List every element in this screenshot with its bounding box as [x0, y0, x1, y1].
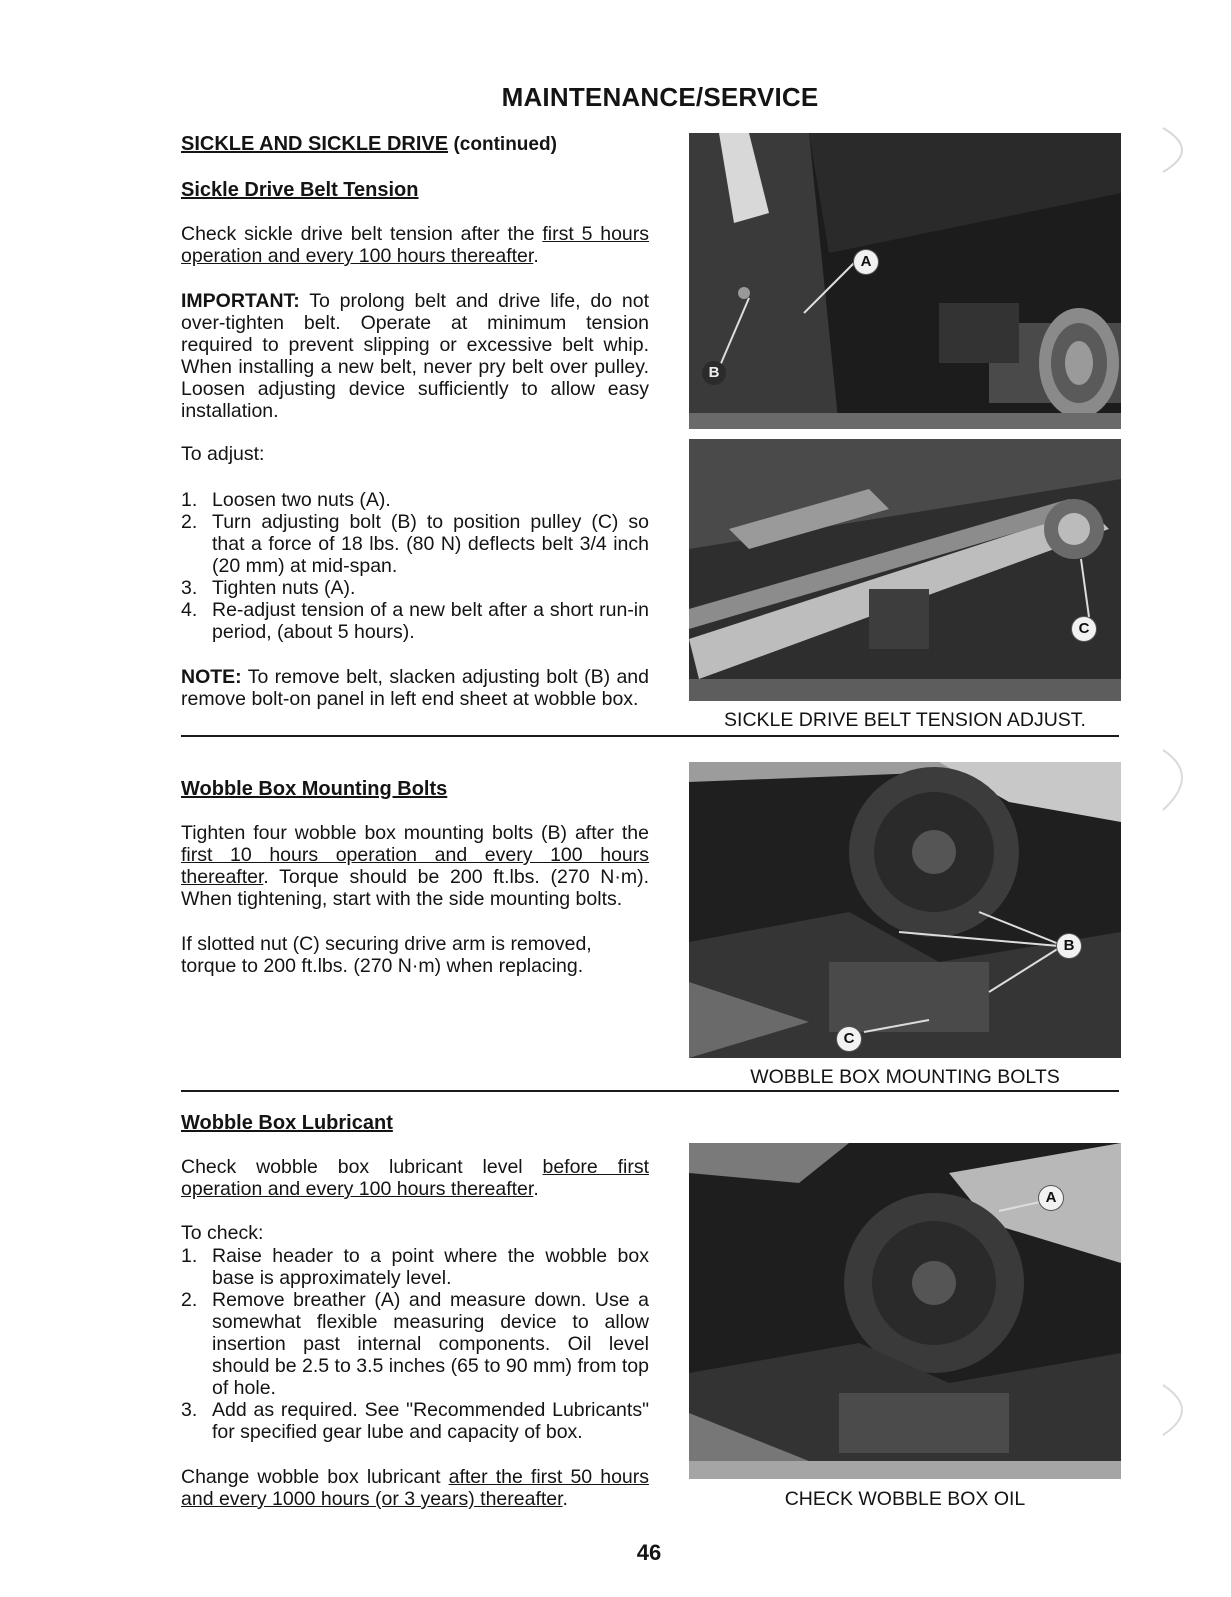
adjust-steps-list: [181, 489, 649, 643]
to-check-label: To check:: [181, 1222, 264, 1244]
check-oil-photo: [689, 1143, 1121, 1479]
step-number: 1.: [181, 1245, 198, 1267]
mounting-paragraph-2: If slotted nut (C) securing drive arm is removed, torque to 200 ft.lbs. (270 N·m) when replacing.: [181, 933, 592, 977]
change-lubricant-paragraph: [181, 1466, 649, 1510]
page-title: MAINTENANCE/SERVICE: [501, 82, 819, 112]
mounting-paragraph-1: [181, 822, 649, 910]
step-number: 2.: [181, 1289, 198, 1311]
section-divider: [181, 735, 1119, 737]
step-number: 2.: [181, 511, 198, 533]
mounting-text: Tighten four wobble box mounting bolts (B) after the: [181, 822, 649, 844]
mounting-photo-caption: WOBBLE BOX MOUNTING BOLTS: [750, 1066, 1060, 1088]
list-item: [181, 1399, 649, 1443]
belt-check-paragraph: [181, 223, 649, 267]
sickle-section-heading: [181, 133, 649, 156]
list-item: [181, 489, 649, 511]
lubricant-text: Check wobble box lubricant level: [181, 1156, 543, 1178]
sickle-drive-photo-top: [689, 133, 1121, 429]
callout-b: B: [702, 361, 726, 385]
list-item: [181, 577, 649, 599]
note-text: To remove belt, slacken adjusting bolt (B) and remove bolt-on panel in left end sheet at wobble box.: [181, 666, 649, 710]
important-paragraph: [181, 290, 649, 422]
note-paragraph: [181, 666, 649, 710]
check-suffix: .: [533, 245, 539, 267]
sickle-photo-caption: SICKLE DRIVE BELT TENSION ADJUST.: [724, 709, 1086, 731]
to-adjust-label: To adjust:: [181, 443, 265, 465]
check-text: Check sickle drive belt tension after the: [181, 223, 543, 245]
lubricant-paragraph-1: [181, 1156, 649, 1200]
list-item: [181, 1245, 649, 1289]
section-title: SICKLE AND SICKLE DRIVE: [181, 133, 449, 155]
change-suffix: .: [562, 1488, 568, 1510]
note-label: NOTE:: [181, 666, 242, 688]
continued-label: (continued): [453, 134, 557, 155]
step-number: 4.: [181, 599, 198, 621]
callout-a: A: [854, 250, 878, 274]
check-interval: first 5 hours operation and every 100 hours thereafter: [181, 223, 649, 267]
mounting-bolts-heading: Wobble Box Mounting Bolts: [181, 778, 448, 800]
check-steps-list: [181, 1245, 649, 1443]
step-number: 3.: [181, 577, 198, 599]
binder-edge: [1161, 0, 1231, 1592]
step-text: Turn adjusting bolt (B) to position pulley (C) so that a force of 18 lbs. (80 N) deflects belt 3/4 inch (20 mm) at mid-span.: [212, 511, 649, 577]
callout-b: B: [1057, 934, 1081, 958]
step-text: Tighten nuts (A).: [212, 577, 356, 599]
change-text: Change wobble box lubricant: [181, 1466, 449, 1488]
list-item: [181, 599, 649, 643]
step-text: Raise header to a point where the wobble box base is approximately level.: [212, 1245, 649, 1289]
callout-c: C: [837, 1027, 861, 1051]
important-label: IMPORTANT:: [181, 290, 300, 312]
callout-a: A: [1039, 1186, 1063, 1210]
sickle-drive-photo-bottom: [689, 439, 1121, 701]
list-item: [181, 1289, 649, 1399]
step-text: Add as required. See "Recommended Lubricants" for specified gear lube and capacity of box.: [212, 1399, 649, 1443]
callout-c: C: [1072, 617, 1096, 641]
list-item: [181, 511, 649, 577]
lubricant-interval: before first operation and every 100 hours thereafter: [181, 1156, 650, 1200]
change-interval: after the first 50 hours and every 1000 hours (or 3 years) thereafter: [181, 1466, 649, 1510]
page-number: 46: [636, 1540, 662, 1565]
important-text: To prolong belt and drive life, do not over-tighten belt. Operate at minimum tension required to prevent slipping or excessive belt whip. When installing a new belt, never pry belt over pulley. Loosen adjusting device sufficiently to allow easy installation.: [181, 290, 649, 422]
oil-photo-caption: CHECK WOBBLE BOX OIL: [784, 1488, 1026, 1510]
belt-tension-heading: Sickle Drive Belt Tension: [181, 179, 419, 201]
lubricant-suffix: .: [533, 1178, 539, 1200]
wobble-box-bolts-photo: [689, 762, 1121, 1058]
step-number: 1.: [181, 489, 198, 511]
step-text: Remove breather (A) and measure down. Use a somewhat flexible measuring device to allow insertion past internal components. Oil level should be 2.5 to 3.5 inches (65 to 90 mm) from top of hole.: [212, 1289, 649, 1399]
step-number: 3.: [181, 1399, 198, 1421]
mounting-interval: first 10 hours operation and every 100 hours thereafter: [181, 844, 649, 888]
step-text: Re-adjust tension of a new belt after a short run-in period, (about 5 hours).: [212, 599, 649, 643]
lubricant-heading: Wobble Box Lubricant: [181, 1112, 393, 1134]
mounting-torque-text: . Torque should be 200 ft.lbs. (270 N·m). When tightening, start with the side mounting bolts.: [181, 866, 649, 910]
section-divider: [181, 1090, 1119, 1092]
step-text: Loosen two nuts (A).: [212, 489, 391, 511]
